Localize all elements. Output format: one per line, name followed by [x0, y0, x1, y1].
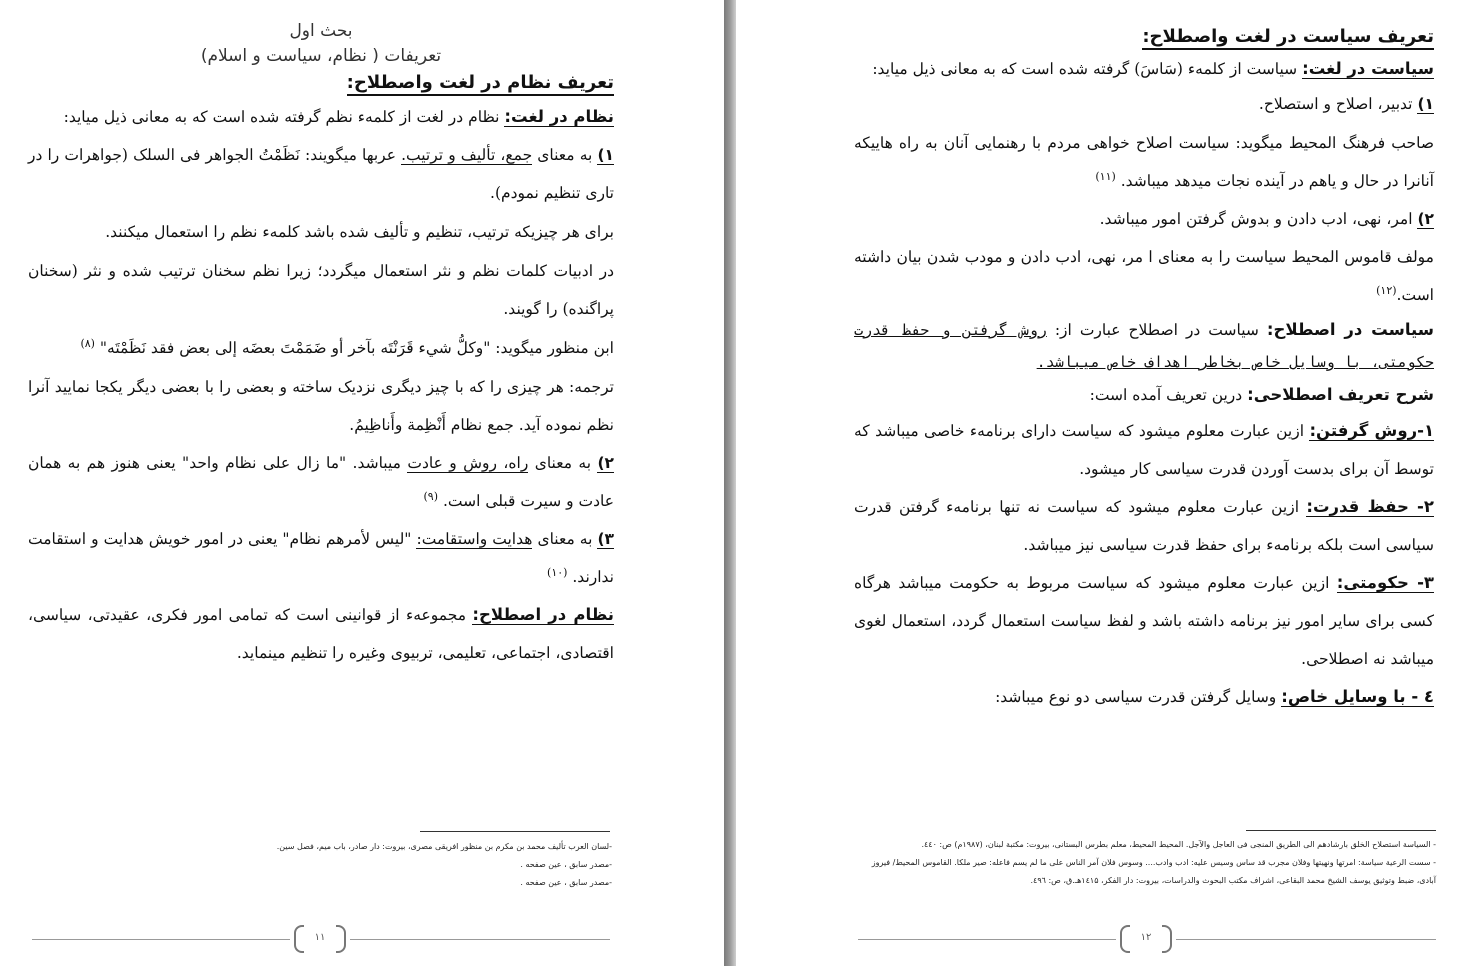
page-number: ۱۲ [1120, 925, 1172, 951]
section-subheading: تعریفات ( نظام، سیاست و اسلام) [200, 46, 442, 66]
right-page [736, 0, 1467, 966]
page-gutter [724, 0, 736, 966]
right-footnotes [860, 836, 1436, 890]
footnote-rule [1246, 830, 1436, 831]
right-page-body [854, 20, 1434, 716]
left-footnotes [200, 838, 612, 892]
page-number: ۱۱ [294, 925, 346, 951]
right-title: تعریف سیاست در لغت واصطلاح: [854, 20, 1434, 54]
right-para-7: شرح تعریف اصطلاحی: درین تعریف آمده است: [1089, 385, 1434, 404]
footnote: -لسان العرب تألیف محمد بن مکرم بن منظور افریقی مصری، بیروت: دار صادر، باب میم، فصل سین. [276, 842, 612, 851]
footnote-rule [420, 831, 610, 832]
right-para-3: صاحب فرهنگ المحیط میگوید: سیاست اصلاح خواهی مردم با رهنمایی آنان به راه هاییکه آنانرا در حال و یاهم در آینده نجات میدهد میباشد. $^{(۱۱)}$ [854, 134, 1434, 190]
definition-text: روش گرفتن و حفظ قدرت حکومتی، با وسایل خاص بخاطر اهداف خاص میباشد. [854, 321, 1434, 371]
left-page-footer [32, 925, 610, 953]
right-para-10: ۳- حکومتی: ازین عبارت معلوم میشود که سیاست مربوط به حکومت میباشد هرگاه کسی برای سایر امور نیز برنامه داشته باشد و لفظ سیاست استعمال گردد، استعمال لغوی میباشد نه اصطلاحی. [854, 573, 1434, 668]
right-para-2: ۱) تدبیر، اصلاح و استصلاح. [1258, 95, 1434, 113]
footnote: -مصدر سابق ، عین صفحه . [520, 860, 612, 869]
left-para-1: نظام در لغت: نظام در لغت از کلمهء نظم گرفته شده است که به معانی ذیل میاید: [63, 107, 614, 126]
left-para-4: در ادبیات کلمات نظم و نثر استعمال میگردد؛ زیرا نظم سخنان ترتیب شده و نثر (سخنان پراگنده) را گویند. [28, 262, 614, 318]
left-para-9: نظام در اصطلاح: مجموعهء از قوانینی است که تمامی امور فکری، عقیدتی، سیاسی، اقتصادی، اجتماعی، تعلیمی، تربیوی وغیره را تنظیم مینماید. [28, 605, 614, 662]
left-para-8: ۳) به معنای هدایت واستقامت: "ليس لأمرهم نظام" یعنی در امور خویش هدایت و استقامت ندارند. $^{(۱۰)}$ [28, 530, 615, 586]
footnote: - السیاسة استصلاح الخلق بارشادهم الی الطریق المنجی فی العاجل والآجل. المحیط المحیط، معلم بطرس البستانی، بیروت: مکتبة لبنان، (۱۹۸۷م) ص: ٤٤٠. [921, 840, 1436, 849]
right-para-9: ۲- حفظ قدرت: ازین عبارت معلوم میشود که سیاست نه تنها برنامهء گرفتن قدرت سیاسی است بلکه برنامهء برای حفظ قدرت سیاسی نیز میباشد. [854, 497, 1434, 554]
right-para-5: مولف قاموس المحیط سیاست را به معنای ا مر، نهی، ادب دادن و مودب شدن بیان داشته است.$^{(۱۲)}$ [854, 248, 1434, 304]
left-para-2: ۱) به معنای جمع، تألیف و ترتیب. عربها میگویند: نَظَمْتُ الجواهر فی السلک (جواهرات را در تاری تنظیم نمودم). [28, 146, 614, 202]
footnote: - سست الرعية سياسة: امرتها ونهيتها وفلان مجرب قد ساس وسيس عليه: ادب وادب.... وسوس فلان آمر الناس على ما لم يسم فاعله: صير ملكا. القاموس المحيط/ فيروز آبادی، ضبط وتوثيق يوسف الشيخ محمد البقاعی، اشراف مكتب البحوث والدراسات، بيروت: دار الفكر، ۱٤۱۵هـ.ق، ص: ٤٩٦. [871, 858, 1436, 885]
left-page-body [28, 18, 614, 672]
section-heading: بحث اول [289, 21, 353, 41]
left-para-7: ۲) به معنای راه، روش و عادت میباشد. "ما زال على نظام واحد" یعنی هنوز هم به همان عادت و سیرت قبلی است. $^{(۹)}$ [28, 454, 614, 510]
right-para-1: سیاست در لغت: سیاست از کلمهء (سَاسَ) گرفته شده است که به معانی ذیل میاید: [872, 59, 1434, 78]
left-para-5: ابن منظور میگوید: "وكلُّ شيء قَرَنْتَه بآخر أو ضَمَمْتَ بعضَه إلى بعض فقد نَظَمْتَه" $^{(۸)}$ [80, 336, 614, 357]
right-para-8: ۱-روش گرفتن: ازین عبارت معلوم میشود که سیاست دارای برنامهء خاصی میباشد که توسط آن برای بدست آوردن قدرت سیاسی کار میشود. [854, 421, 1435, 478]
left-para-3: برای هر چیزیکه ترتیب، تنظیم و تألیف شده باشد کلمهء نظم را استعمال میکنند. [105, 223, 614, 241]
footnote: -مصدر سابق ، عین صفحه . [520, 878, 612, 887]
right-page-footer [858, 925, 1436, 953]
right-para-4: ۲) امر، نهی، ادب دادن و بدوش گرفتن امور میباشد. [1099, 210, 1434, 228]
left-page [0, 0, 724, 966]
left-para-6: ترجمه: هر چیزی را که با چیز دیگری نزدیک ساخته و بعضی را با بعضی دیگر یکجا نمایید آنرا نظم نموده آید. جمع نظام أَنْظِمة وأَناظِيمُ. [28, 378, 614, 434]
left-title: تعریف نظام در لغت واصطلاح: [28, 68, 614, 98]
right-para-11: ٤ - با وسایل خاص: وسایل گرفتن قدرت سیاسی دو نوع میباشد: [995, 687, 1434, 706]
right-para-6: سیاست در اصطلاح: سیاست در اصطلاح عبارت از: روش گرفتن و حفظ قدرت حکومتی، با وسایل خاص بخاطر اهداف خاص میباشد. [854, 320, 1434, 371]
